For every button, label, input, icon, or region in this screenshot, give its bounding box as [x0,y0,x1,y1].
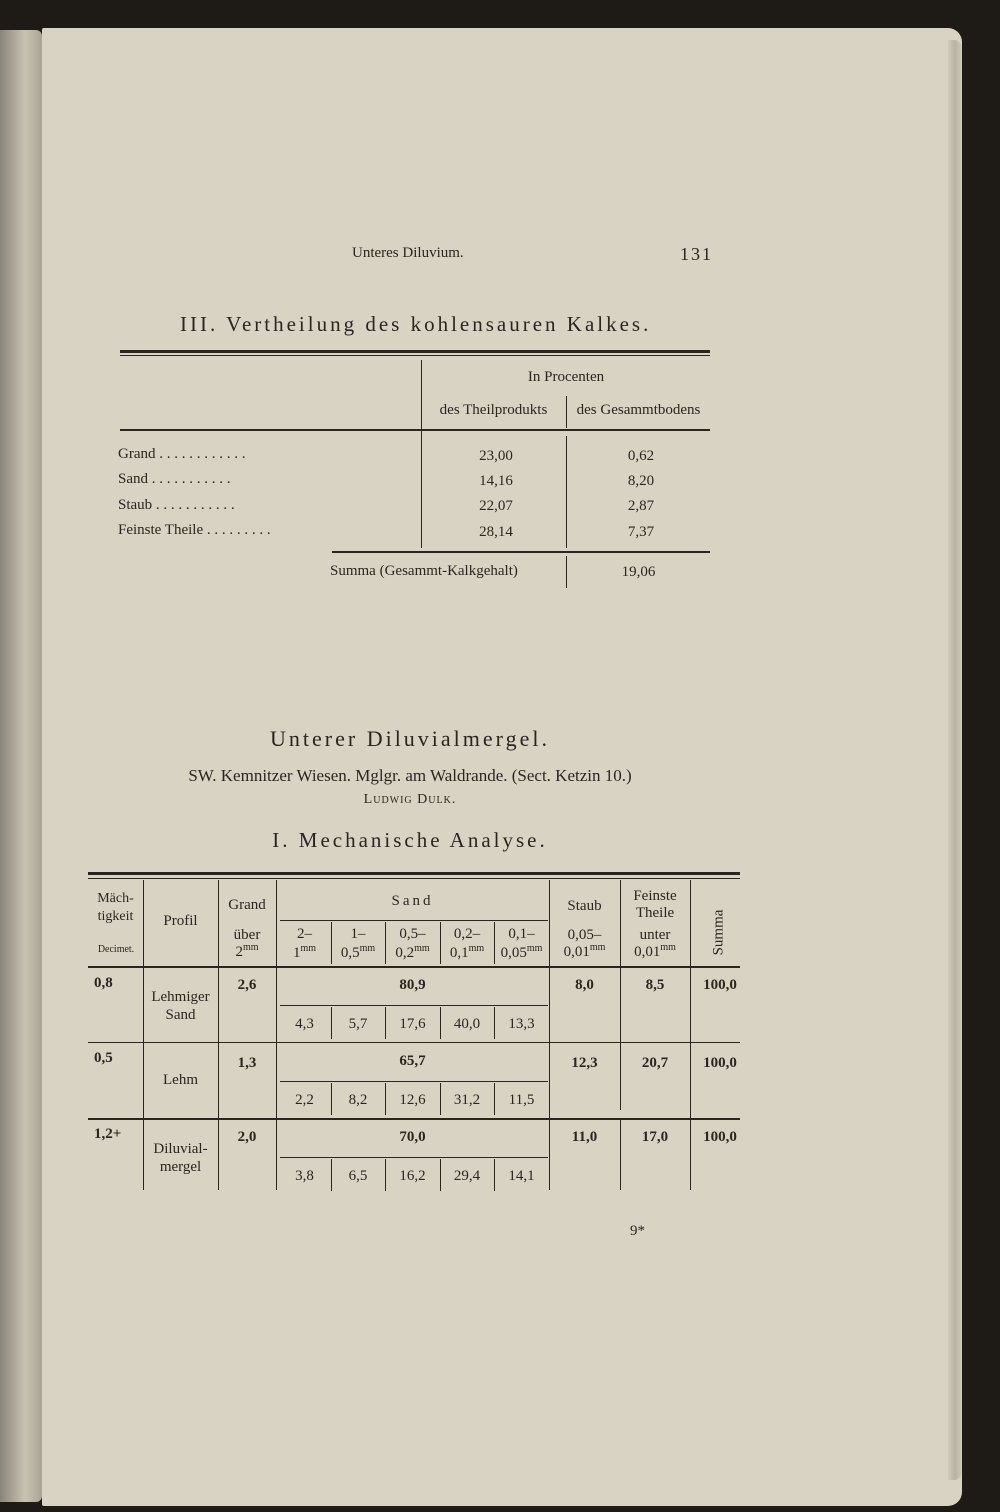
cell: 28,14 [479,524,513,540]
cell-sand: 13,3 [508,1016,535,1032]
signature-mark: 9* [630,1223,645,1239]
cell-sand: 5,7 [348,1016,368,1032]
cell: 0,62 [627,448,655,464]
cell-sand: 12,6 [399,1092,426,1108]
cell-grand: 1,3 [237,1055,257,1071]
cell-sand: 11,5 [508,1092,535,1108]
running-title: Unteres Diluvium. [352,245,464,261]
cell-sand: 6,5 [348,1168,368,1184]
cell-sand: 40,0 [453,1016,481,1032]
cell-sand-total: 80,9 [399,977,426,993]
sand-col-1: 2– [297,926,312,942]
section-title: Unterer Diluvialmergel. [270,726,550,751]
cell-summa: 100,0 [703,977,737,993]
table2-top-rule-thin [88,878,740,879]
header-feinste: Feinste Theile [633,888,677,921]
cell-sand-total: 70,0 [399,1129,426,1145]
header-profil: Profil [163,913,198,929]
cell-profil: Lehmiger Sand [151,989,210,1023]
row-label: Feinste Theile . . . . . . . . . [118,522,271,538]
sand-sub-rule [280,920,548,921]
header-maechtigkeit: Mäch-tigkeit [97,891,134,924]
sand-col-4: 0,2– [453,926,481,942]
sand-col-5-lower: $0,05^{mm}$ [500,943,543,961]
header-grand-sub: über [233,927,261,943]
group-header: In Procenten [527,369,605,385]
cell: 14,16 [479,473,513,489]
row-sub-rule [280,1081,548,1082]
cell-profil: Lehm [163,1072,198,1088]
page-edge [948,40,962,1480]
cell-profil: Diluvial-mergel [153,1141,208,1175]
cell-sand: 3,8 [295,1168,314,1184]
cell-m: 1,2+ [94,1126,122,1142]
row-sub-rule [280,1005,548,1006]
cell-m: 0,5 [94,1050,113,1066]
cell-grand: 2,6 [237,977,257,993]
header-grand: Grand [228,897,266,913]
header-staub-sub2: $0,01^{mm}$ [563,942,606,960]
cell-staub: 11,0 [571,1129,598,1145]
table-top-rule-thin [120,355,710,356]
cell-sand: 31,2 [453,1092,481,1108]
location-line: SW. Kemnitzer Wiesen. Mglgr. am Waldrande. (Sect. Ketzin 10.) [188,766,632,785]
row-label: Sand . . . . . . . . . . . [118,471,231,487]
cell-sand-total: 65,7 [399,1053,426,1069]
cell: 23,00 [479,448,513,464]
cell-grand: 2,0 [237,1129,257,1145]
cell-staub: 8,0 [575,977,594,993]
section-1-heading: I. Mechanische Analyse. [272,828,548,852]
col-header-theilprodukt: des Theilprodukts [439,402,548,418]
section-3-heading: III. Vertheilung des kohlensauren Kalkes. [180,312,652,336]
row-label: Staub . . . . . . . . . . . [118,497,235,513]
cell-summa: 100,0 [703,1055,737,1071]
header-feinste-sub2: $0,01^{mm}$ [634,942,676,960]
cell-sand: 2,2 [295,1092,314,1108]
adjacent-page [0,30,42,1502]
cell: 22,07 [479,498,513,514]
cell: 8,20 [627,473,655,489]
cell-feinste: 20,7 [641,1055,669,1071]
cell-sand: 8,2 [348,1092,368,1108]
cell-sand: 29,4 [453,1168,481,1184]
table2-top-rule [88,872,740,875]
cell-sand: 14,1 [508,1168,535,1184]
cell-feinste: 17,0 [641,1129,669,1145]
header-staub: Staub [567,898,602,914]
table-top-rule [120,350,710,353]
sum-label: Summa (Gesammt-Kalkgehalt) [330,563,518,579]
page-number: 131 [680,244,713,264]
cell: 7,37 [627,524,655,540]
cell-summa: 100,0 [703,1129,737,1145]
v-after-staub-r3 [620,1120,621,1190]
sand-col-1-lower: $1^{mm}$ [292,943,317,961]
header-sand: Sand [391,893,434,909]
cell-staub: 12,3 [571,1055,598,1071]
col-header-gesammtboden: des Gesammtbodens [576,402,701,418]
sand-col-5: 0,1– [508,926,535,942]
header-staub-sub: 0,05– [567,927,602,943]
cell-sand: 4,3 [295,1016,314,1032]
author: Ludwig Dulk. [363,792,457,807]
row-rule [88,1042,740,1043]
sum-value: 19,06 [621,564,656,580]
sum-rule [332,551,710,553]
row-label: Grand . . . . . . . . . . . . [118,446,246,462]
header-grand-sub2: $2^{mm}$ [235,942,259,960]
header-summa: Summa [710,909,727,956]
sand-col-2: 1– [350,926,366,942]
sand-col-4-lower: $0,1^{mm}$ [449,943,485,961]
header-rule [120,429,710,431]
cell-m: 0,8 [94,975,113,991]
cell: 2,87 [627,498,655,514]
row-rule [88,1118,740,1120]
cell-feinste: 8,5 [645,977,665,993]
row-sub-rule [280,1157,548,1158]
sand-col-3-lower: $0,2^{mm}$ [395,943,430,961]
sand-col-3: 0,5– [399,926,426,942]
cell-sand: 17,6 [399,1016,426,1032]
cell-sand: 16,2 [399,1168,426,1184]
header-decimet: Decimet. [97,944,135,955]
header-feinste-sub: unter [639,927,671,943]
table2-header-rule [88,966,740,968]
sand-col-2-lower: $0,5^{mm}$ [340,943,376,961]
